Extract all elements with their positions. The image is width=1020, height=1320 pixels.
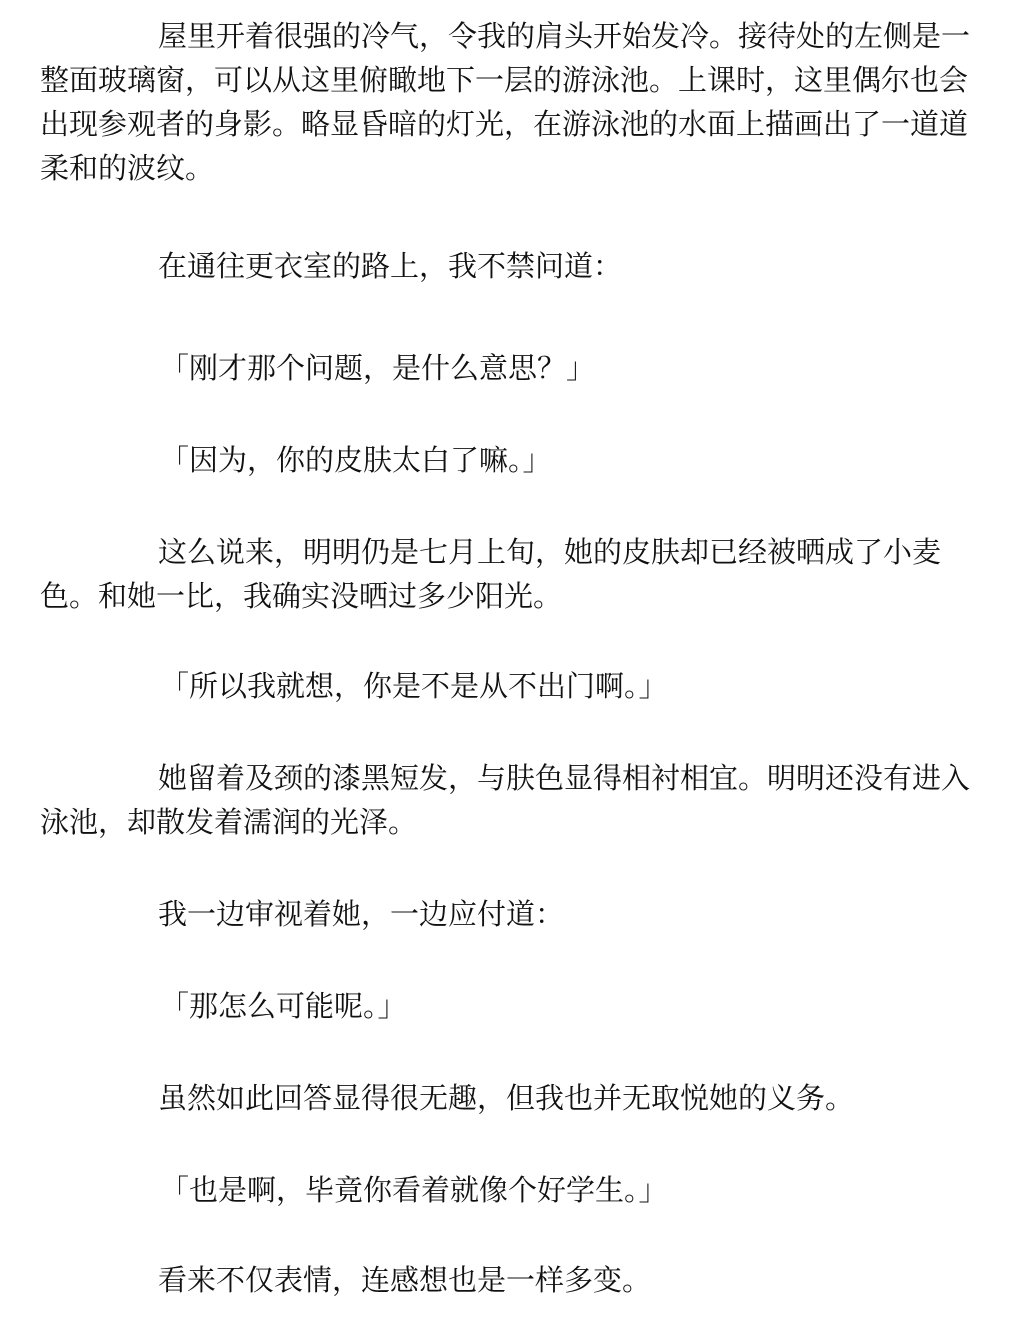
dialogue-1: 「刚才那个问题，是什么意思？」	[160, 351, 596, 385]
dialogue-3: 「所以我就想，你是不是从不出门啊。」	[160, 669, 668, 703]
paragraph-1: 屋里开着很强的冷气，令我的肩头开始发冷。接待处的左侧是一整面玻璃窗，可以从这里俯瞰地下一层的游泳池。上课时，这里偶尔也会出现参观者的身影。略显昏暗的灯光，在游泳池的水面上描画出了一道道柔和的波纹。	[40, 19, 971, 185]
paragraph-5: 我一边审视着她，一边应付道：	[158, 897, 565, 931]
dialogue-4: 「那怎么可能呢。」	[160, 989, 407, 1023]
paragraph-6: 虽然如此回答显得很无趣，但我也并无取悦她的义务。	[158, 1081, 855, 1115]
paragraph-4: 她留着及颈的漆黑短发，与肤色显得相衬相宜。明明还没有进入泳池，却散发着濡润的光泽。	[40, 761, 971, 839]
dialogue-5: 「也是啊，毕竟你看着就像个好学生。」	[160, 1173, 668, 1207]
paragraph-2: 在通往更衣室的路上，我不禁问道：	[158, 249, 623, 283]
dialogue-2: 「因为，你的皮肤太白了嘛。」	[160, 443, 552, 477]
paragraph-3: 这么说来，明明仍是七月上旬，她的皮肤却已经被晒成了小麦色。和她一比，我确实没晒过多少阳光。	[40, 535, 942, 613]
paragraph-7: 看来不仅表情，连感想也是一样多变。	[158, 1263, 652, 1297]
